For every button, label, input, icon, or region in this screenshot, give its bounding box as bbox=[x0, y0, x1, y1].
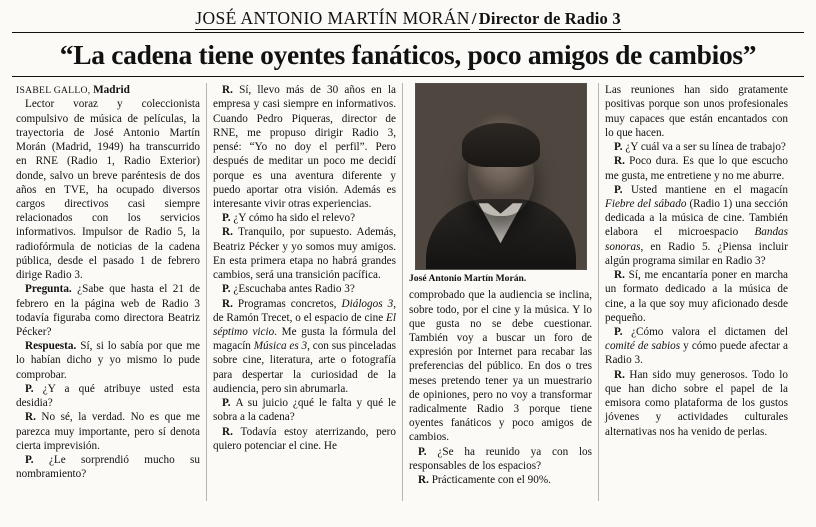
qa-marker: P. bbox=[418, 445, 438, 458]
italic-title: comité de sabios bbox=[605, 340, 681, 353]
photo-block bbox=[409, 83, 592, 284]
qa-marker: R. bbox=[614, 269, 629, 282]
qa-marker: R. bbox=[614, 155, 630, 168]
qa-paragraph: R. Sí, llevo más de 30 años en la empresa y casi siempre en informativos. Cuando Pedro Piqueras, director de RNE, me propuso dirigir Radio 3, pensé: “Yo no doy el perfil”. Pero después de meditar un poco me decidí porque es una aventura diferente y puedo aportar otra visión. Además es interesante vivir otras experiencias. bbox=[213, 84, 396, 210]
qa-paragraph: P. ¿Le sorprendió mucho su nombramiento? bbox=[16, 453, 200, 481]
qa-paragraph: R. Sí, me encantaría poner en marcha un formato dedicado a la música de cine, a la que soy muy aficionado desde pequeño. bbox=[605, 269, 788, 324]
portrait-photo bbox=[415, 83, 587, 270]
article-columns bbox=[10, 83, 806, 501]
qa-paragraph: R. Prácticamente con el 90%. bbox=[418, 474, 551, 487]
qa-paragraph: P. A su juicio ¿qué le falta y qué le sobra a la cadena? bbox=[213, 397, 396, 424]
interviewee-role: Director de Radio 3 bbox=[478, 9, 621, 28]
qa-paragraph: P. ¿Se ha reunido ya con los responsables de los espacios? bbox=[409, 445, 593, 472]
byline-city: Madrid bbox=[93, 84, 130, 97]
qa-marker: R. bbox=[25, 411, 42, 424]
qa-marker: P. bbox=[614, 183, 631, 196]
qa-marker: P. bbox=[222, 212, 234, 225]
body-paragraph: comprobado que la audiencia se inclina, sobre todo, por el cine y la música. Y lo que gusta no se debe cuestionar. También voy a buscar un foro de expresión por Internet para recabar las preferencias del público. En dos o tres meses pretendo tener ya un muestrario de opiniones, pero no voy a transformar radicalmente Radio 3 porque tiene oyentes fanáticos y poco amigos de cambios. bbox=[409, 289, 592, 444]
italic-title: Diálogos 3 bbox=[341, 297, 394, 310]
qa-paragraph: P. ¿Y cuál va a ser su línea de trabajo? bbox=[614, 141, 786, 154]
article-column-1 bbox=[10, 83, 206, 501]
qa-marker: P. bbox=[614, 325, 632, 338]
qa-paragraph: P. ¿Cómo valora el dictamen del comité de sabios y cómo puede afectar a Radio 3. bbox=[605, 325, 788, 367]
article-column-3 bbox=[402, 83, 598, 501]
qa-marker: Respuesta. bbox=[25, 340, 81, 353]
qa-marker: R. bbox=[418, 474, 432, 487]
qa-paragraph: R. Tranquilo, por supuesto. Además, Beatriz Pécker y yo somos muy amigos. En esta primera etapa no habrá grandes cambios, será una transición pacífica. bbox=[213, 226, 396, 282]
header-rule bbox=[12, 32, 804, 33]
qa-paragraph: P. Usted mantiene en el magacín Fiebre del sábado (Radio 1) una sección dedicada a la música de cine. También elabora el microespacio Bandas sonoras, en Radio 5. ¿Piensa incluir algún programa similar en Radio 3? bbox=[605, 183, 788, 267]
qa-paragraph: P. ¿Y a qué atribuye usted esta desidia? bbox=[16, 382, 200, 410]
kicker-separator: / bbox=[471, 9, 477, 28]
qa-paragraph: R. Poco dura. Es que lo que escucho me gusta, me entretiene y no me aburre. bbox=[605, 155, 788, 182]
body-paragraph: Las reuniones han sido gratamente positivas porque son unos profesionales muy capaces que están encantados con lo que hacen. bbox=[605, 84, 788, 139]
qa-paragraph: R. Han sido muy generosos. Todo lo que han dicho sobre el papel de la emisora como plataforma de los gustos jóvenes y actividades culturales alternativas nos ha venido de perlas. bbox=[605, 368, 788, 438]
qa-marker: Pregunta. bbox=[25, 283, 78, 296]
qa-paragraph: P. ¿Y cómo ha sido el relevo? bbox=[222, 212, 356, 225]
qa-marker: P. bbox=[25, 382, 43, 395]
qa-marker: P. bbox=[222, 283, 234, 296]
page-title: “La cadena tiene oyentes fanáticos, poco amigos de cambios” bbox=[59, 39, 757, 70]
photo-caption: José Antonio Martín Morán. bbox=[409, 273, 527, 285]
qa-marker: P. bbox=[222, 397, 236, 410]
qa-paragraph: R. Programas concretos, Diálogos 3, de Ramón Trecet, o el espacio de cine El séptimo vicio. Me gusta la fórmula del magacín Música es 3, con sus pinceladas sobre cine, literatura, arte o fotografía para despertar la curiosidad de la audiencia, pero sin abrumarla. bbox=[213, 297, 397, 395]
headline-rule bbox=[12, 76, 804, 77]
italic-title: Bandas sonoras bbox=[605, 226, 788, 253]
qa-marker: P. bbox=[614, 141, 626, 154]
qa-marker: R. bbox=[222, 84, 240, 97]
qa-marker: R. bbox=[614, 368, 630, 381]
article-kicker bbox=[10, 6, 806, 29]
qa-marker: R. bbox=[222, 226, 239, 239]
article-column-2 bbox=[206, 83, 402, 501]
italic-title: Fiebre del sábado bbox=[605, 198, 687, 210]
qa-paragraph: P. ¿Escuchaba antes Radio 3? bbox=[222, 283, 355, 296]
qa-paragraph: Respuesta. Sí, si lo sabía por que me lo habían dicho y yo mismo lo pude comprobar. bbox=[16, 340, 201, 381]
qa-marker: P. bbox=[25, 453, 49, 466]
byline-author: ISABEL GALLO, bbox=[16, 85, 94, 97]
body-paragraph: Lector voraz y coleccionista compulsivo de música de películas, la trayectoria de José Antonio Martín Morán (Madrid, 1949) ha transcurrido en RNE (Radio 1, Radio Exterior) donde, salvo un breve paréntesis de dos años en TVE, ha ocupado diversos cargos directivos casi siempre relacionados con los servicios informativos. Impulsor de Radio 5, la radiofórmula de noticias de la cadena pública, desde el pasado 1 de febrero dirige Radio 3. bbox=[16, 98, 200, 282]
article-column-4 bbox=[598, 83, 794, 501]
article-byline bbox=[16, 83, 200, 97]
italic-title: Música es 3 bbox=[253, 340, 308, 353]
portrait-hair bbox=[462, 123, 540, 167]
interviewee-name: JOSÉ ANTONIO MARTÍN MORÁN bbox=[195, 8, 470, 28]
qa-paragraph: R. No sé, la verdad. No es que me parezca muy importante, pero sí denota cierta imprevisión. bbox=[16, 411, 200, 452]
qa-paragraph: R. Todavía estoy aterrizando, pero quiero potenciar el cine. He bbox=[213, 425, 396, 452]
italic-title: El séptimo vicio bbox=[213, 311, 396, 338]
qa-paragraph: Pregunta. ¿Sabe que hasta el 21 de febrero en la página web de Radio 3 todavía figuraba como directora Beatriz Pécker? bbox=[16, 283, 200, 338]
qa-marker: R. bbox=[222, 425, 241, 438]
qa-marker: R. bbox=[222, 297, 238, 310]
